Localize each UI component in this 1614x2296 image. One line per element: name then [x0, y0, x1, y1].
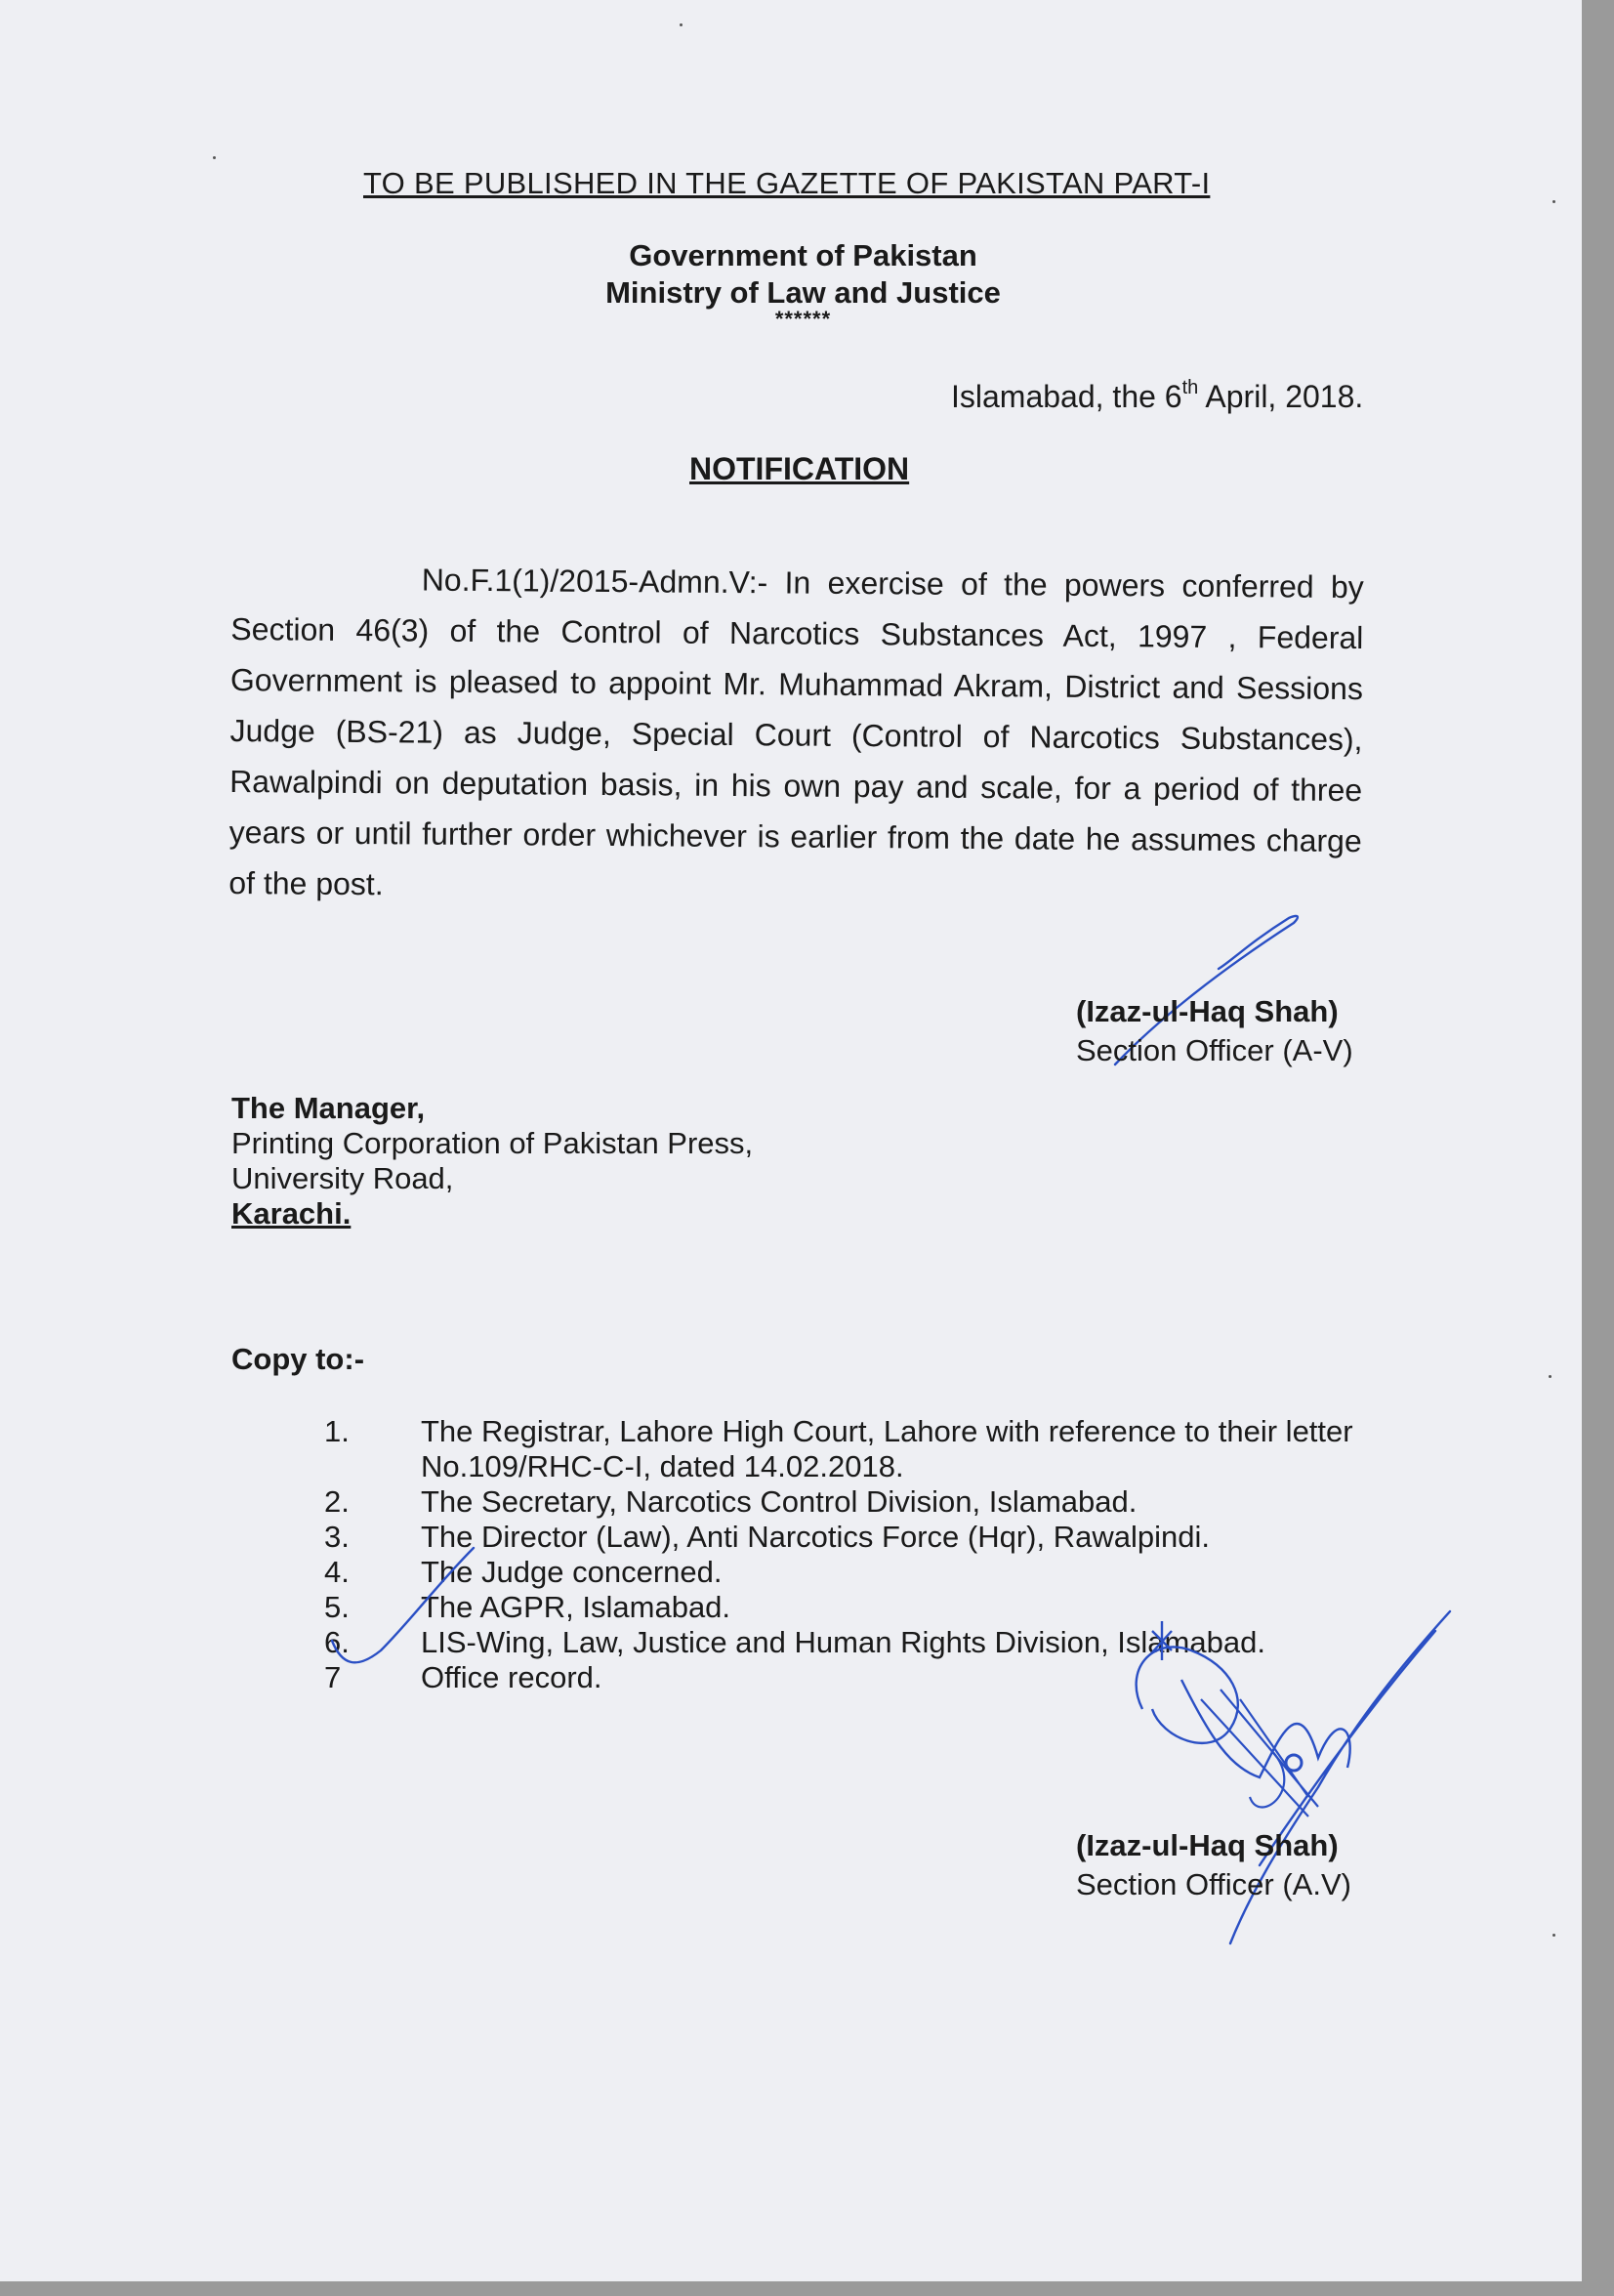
government-name: Government of Pakistan	[629, 238, 977, 272]
list-item-text: The Registrar, Lahore High Court, Lahore with reference to their letter No.109/RHC-C-I, dated 14.02.2018.	[421, 1414, 1353, 1483]
date-prefix: Islamabad, the 6	[951, 379, 1182, 414]
list-item-number: 1.	[324, 1414, 350, 1448]
scan-speck	[213, 156, 216, 159]
gazette-publication-line: TO BE PUBLISHED IN THE GAZETTE OF PAKISTAN PART-I	[363, 166, 1211, 200]
notification-body: No.F.1(1)/2015-Admn.V:- In exercise of the powers conferred by Section 46(3) of the Control of Narcotics Substances Act, 1997 , Federal Government is pleased to appoint Mr. Muhammad Akram, District and Sessions Judge (BS-21) as Judge, Special Court (Control of Narcotics Substances), Rawalpindi on deputation basis, in his own pay and scale, for a period of three years or until further order whichever is earlier from the date he assumes charge of the post.	[228, 562, 1364, 902]
copy-to-heading: Copy to:-	[231, 1342, 365, 1376]
list-item-text: Office record.	[421, 1660, 602, 1694]
signatory-designation: Section Officer (A-V)	[1076, 1033, 1353, 1067]
signatory-name: (Izaz-ul-Haq Shah)	[1076, 1828, 1339, 1862]
list-item-number: 5.	[324, 1590, 350, 1624]
scan-speck	[680, 23, 683, 26]
ministry-name: Ministry of Law and Justice	[605, 275, 1001, 310]
list-item-number: 6.	[324, 1625, 350, 1659]
list-item-number: 3.	[324, 1520, 350, 1554]
addressee-street: University Road,	[231, 1161, 454, 1195]
signatory-name: (Izaz-ul-Haq Shah)	[1076, 994, 1339, 1028]
scan-speck	[1552, 200, 1555, 203]
signatory-block-1	[1076, 992, 1353, 1070]
signatory-designation: Section Officer (A.V)	[1076, 1867, 1351, 1901]
addressee-block	[231, 1091, 753, 1231]
date-ordinal: th	[1181, 377, 1199, 398]
addressee-city: Karachi.	[231, 1196, 352, 1231]
list-item-text: The Secretary, Narcotics Control Division, Islamabad.	[421, 1484, 1138, 1519]
issue-date	[951, 379, 1363, 415]
list-item-text: The Judge concerned.	[421, 1555, 723, 1589]
list-item-number: 7	[324, 1660, 342, 1694]
tick-mark	[322, 1533, 488, 1680]
date-suffix: April, 2018.	[1198, 379, 1364, 414]
list-item-number: 4.	[324, 1555, 350, 1589]
list-item	[324, 1414, 1369, 1484]
list-item	[324, 1484, 1369, 1520]
list-item-text: The Director (Law), Anti Narcotics Force (Hqr), Rawalpindi.	[421, 1520, 1210, 1554]
addressee-organization: Printing Corporation of Pakistan Press,	[231, 1126, 754, 1160]
list-item-text: The AGPR, Islamabad.	[421, 1590, 731, 1624]
signature-mark-2	[1113, 1592, 1465, 1963]
issuing-authority	[0, 237, 1582, 312]
header-separator: ******	[774, 307, 832, 331]
signatory-block-2	[1076, 1826, 1351, 1904]
list-item-number: 2.	[324, 1484, 350, 1519]
notification-title: NOTIFICATION	[689, 451, 910, 486]
scan-speck	[1549, 1375, 1552, 1378]
list-item-text: LIS-Wing, Law, Justice and Human Rights Division, Islamabad.	[421, 1625, 1265, 1659]
addressee-title: The Manager,	[231, 1091, 426, 1125]
scan-speck	[1552, 1934, 1555, 1937]
